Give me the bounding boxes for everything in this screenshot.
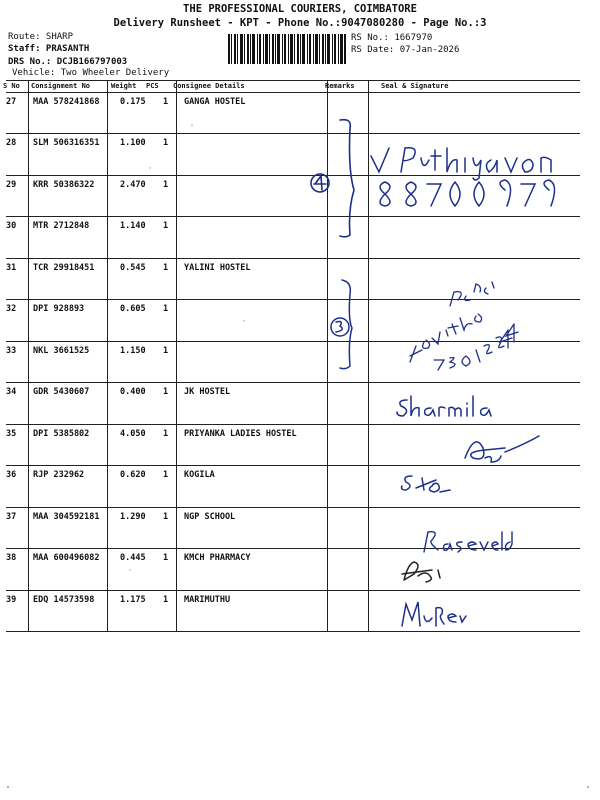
row-sno: 36 — [6, 470, 17, 480]
row-sno: 28 — [6, 138, 17, 148]
col-header-consignee: Consignee Details — [173, 82, 245, 90]
row-consignment: TCR 29918451 — [33, 263, 95, 273]
row-consignment: MAA 600496082 — [33, 553, 100, 563]
row-sno: 38 — [6, 553, 17, 563]
col-header-sno: S No — [3, 82, 20, 90]
row-consignment: RJP 232962 — [33, 470, 85, 480]
row-pcs: 1 — [163, 304, 169, 314]
row-weight: 0.445 — [120, 553, 146, 563]
row-sno: 31 — [6, 263, 17, 273]
row-sno: 30 — [6, 221, 17, 231]
row-sno: 32 — [6, 304, 17, 314]
row-consignee: KMCH PHARMACY — [184, 553, 251, 563]
row-consignment: EDQ 14573598 — [33, 595, 95, 605]
row-consignee: JK HOSTEL — [184, 387, 231, 397]
row-pcs: 1 — [163, 221, 169, 231]
rs-number: RS No.: 1667970 — [351, 33, 433, 43]
row-pcs: 1 — [163, 346, 169, 356]
row-sno: 27 — [6, 97, 17, 107]
row-consignee: PRIYANKA LADIES HOSTEL — [184, 429, 297, 439]
row-consignment: MAA 578241868 — [33, 97, 100, 107]
row-sno: 37 — [6, 512, 17, 522]
row-pcs: 1 — [163, 429, 169, 439]
row-consignment: DPI 928893 — [33, 304, 85, 314]
row-weight: 0.175 — [120, 97, 146, 107]
row-sno: 29 — [6, 180, 17, 190]
runsheet-subtitle: Delivery Runsheet - KPT - Phone No.:9047080280 - Page No.:3 — [113, 17, 487, 29]
row-weight: 1.150 — [120, 346, 146, 356]
row-consignment: GDR 5430607 — [33, 387, 90, 397]
row-consignment: MTR 2712848 — [33, 221, 90, 231]
row-weight: 1.100 — [120, 138, 146, 148]
row-weight: 2.470 — [120, 180, 146, 190]
row-pcs: 1 — [163, 180, 169, 190]
row-consignment: NKL 3661525 — [33, 346, 90, 356]
row-sno: 33 — [6, 346, 17, 356]
row-pcs: 1 — [163, 595, 169, 605]
row-pcs: 1 — [163, 263, 169, 273]
row-consignee: KOGILA — [184, 470, 215, 480]
row-pcs: 1 — [163, 512, 169, 522]
row-pcs: 1 — [163, 387, 169, 397]
rs-date: RS Date: 07-Jan-2026 — [351, 45, 460, 55]
row-consignee: MARIMUTHU — [184, 595, 231, 605]
row-pcs: 1 — [163, 470, 169, 480]
row-consignment: SLM 506316351 — [33, 138, 100, 148]
row-pcs: 1 — [163, 97, 169, 107]
row-sno: 34 — [6, 387, 17, 397]
staff-label: Staff: PRASANTH — [8, 44, 90, 54]
row-weight: 0.400 — [120, 387, 146, 397]
row-consignment: DPI 5385802 — [33, 429, 90, 439]
row-weight: 1.175 — [120, 595, 146, 605]
drs-number: DRS No.: DCJB166797003 — [8, 57, 128, 67]
row-pcs: 1 — [163, 138, 169, 148]
row-consignment: MAA 304592181 — [33, 512, 100, 522]
company-title: THE PROFESSIONAL COURIERS, COIMBATORE — [183, 3, 417, 15]
col-header-pcs: PCS — [146, 82, 159, 90]
row-consignee: NGP SCHOOL — [184, 512, 236, 522]
col-header-seal: Seal & Signature — [381, 82, 449, 90]
row-weight: 1.140 — [120, 221, 146, 231]
row-consignment: KRR 50386322 — [33, 180, 95, 190]
row-pcs: 1 — [163, 553, 169, 563]
row-sno: 35 — [6, 429, 17, 439]
col-header-weight: Weight — [111, 82, 137, 90]
route-label: Route: SHARP — [8, 32, 74, 42]
row-sno: 39 — [6, 595, 17, 605]
vehicle-label: Vehicle: Two Wheeler Delivery — [12, 68, 170, 78]
row-weight: 1.290 — [120, 512, 146, 522]
row-weight: 4.050 — [120, 429, 146, 439]
row-consignee: YALINI HOSTEL — [184, 263, 251, 273]
row-consignee: GANGA HOSTEL — [184, 97, 246, 107]
row-weight: 0.620 — [120, 470, 146, 480]
row-weight: 0.605 — [120, 304, 146, 314]
col-header-consignment: Consignment No — [31, 82, 91, 90]
row-weight: 0.545 — [120, 263, 146, 273]
col-header-remarks: Remarks — [325, 82, 355, 90]
